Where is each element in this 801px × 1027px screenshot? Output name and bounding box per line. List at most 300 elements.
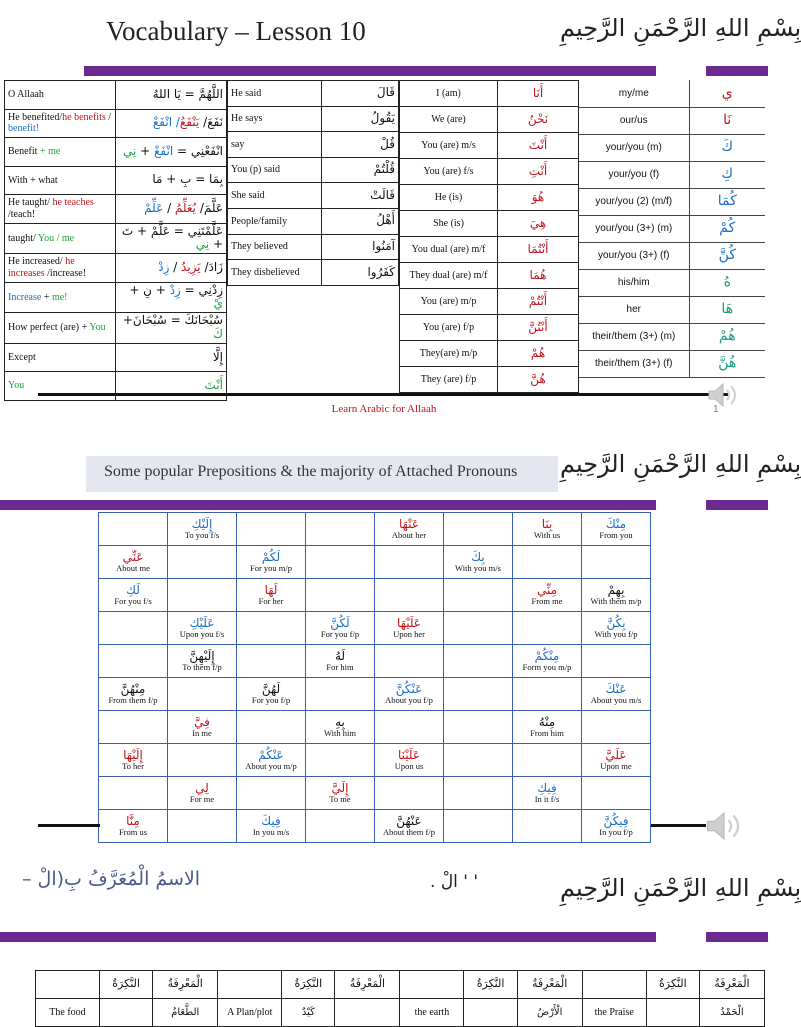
grid-cell: [375, 546, 444, 579]
text-run: زَادَ/: [200, 259, 223, 274]
text-run: يْ: [213, 296, 223, 311]
grid-cell: [513, 645, 582, 678]
grid-cell: [375, 678, 444, 711]
header-cell-indefinite: النَّكِرَةُ: [464, 971, 517, 999]
grid-row: [99, 777, 651, 810]
arabic-cell: الْحَمْدُ: [699, 999, 764, 1027]
preposition-arabic: لَكُمْ: [261, 550, 281, 565]
grid-row: [99, 711, 651, 744]
grid-cell: [237, 744, 306, 777]
grid-cell: [444, 810, 513, 843]
preposition-entry: [306, 711, 374, 743]
table-row: [579, 107, 765, 134]
english-cell: your/you (2) (m/f): [579, 188, 689, 215]
preposition-arabic: بِهِ: [335, 715, 345, 730]
english-cell: You (are) f/s: [400, 159, 498, 185]
grid-cell: [375, 612, 444, 645]
grid-cell: [513, 612, 582, 645]
table-row: [5, 195, 227, 224]
purple-bar: [0, 500, 656, 510]
table-row: [400, 159, 579, 185]
grid-cell: [306, 810, 375, 843]
preposition-entry: [582, 810, 650, 842]
blank-cell: [400, 971, 464, 999]
grid-cell: [168, 711, 237, 744]
preposition-english: For you f/p: [320, 629, 360, 640]
table-row: [400, 81, 579, 107]
grid-row: [99, 513, 651, 546]
table-row: [5, 313, 227, 344]
arabic-cell: أَنْتُنَّ: [498, 315, 579, 341]
text-run: O Allaah: [8, 89, 44, 100]
arabic-cell: كَ: [689, 134, 765, 161]
preposition-entry: [513, 513, 581, 545]
grid-cell: [237, 612, 306, 645]
arabic-cell: قَالَتْ: [322, 183, 399, 209]
slide-definite-noun: [0, 850, 801, 1024]
grid-cell: [582, 777, 651, 810]
grid-cell: [306, 579, 375, 612]
header-cell-indefinite: النَّكِرَةُ: [100, 971, 153, 999]
english-cell: his/him: [579, 269, 689, 296]
grid-cell: [582, 612, 651, 645]
text-run: Increase: [8, 291, 42, 303]
table-row: [579, 134, 765, 161]
preposition-english: To me: [329, 794, 351, 805]
arabic-cell: [335, 999, 400, 1027]
grid-cell: [306, 711, 375, 744]
arabic-cell: هِيَ: [498, 211, 579, 237]
english-cell: the Praise: [582, 999, 646, 1027]
english-cell: They(are) m/p: [400, 341, 498, 367]
grid-row: [99, 612, 651, 645]
arabic-cell: [116, 223, 227, 254]
english-cell: They disbelieved: [228, 260, 322, 286]
preposition-entry: [306, 612, 374, 644]
header-cell-definite: الْمَعْرِفَةُ: [335, 971, 400, 999]
definite-nouns-table: [35, 970, 765, 1027]
arabic-cell: هُمَا: [498, 263, 579, 289]
preposition-entry: [582, 579, 650, 611]
arabic-cell: قُلْ: [322, 132, 399, 158]
grid-cell: [168, 744, 237, 777]
grid-cell: [168, 513, 237, 546]
preposition-english: For you f/s: [114, 596, 152, 607]
slide-title-dash: –: [22, 868, 32, 890]
preposition-arabic: عَنْكُنَّ: [395, 682, 423, 697]
preposition-arabic: إِلَيْكِ: [191, 517, 213, 532]
table-row: [579, 269, 765, 296]
english-cell: [5, 138, 116, 167]
text-run: He taught/: [8, 197, 53, 209]
grid-cell: [444, 612, 513, 645]
preposition-english: In it f/s: [534, 794, 560, 805]
text-run: زِدْ: [169, 282, 181, 297]
table-row: [5, 138, 227, 167]
grid-cell: [306, 645, 375, 678]
grid-cell: [306, 777, 375, 810]
grid-cell: [168, 678, 237, 711]
english-cell: your/you (m): [579, 134, 689, 161]
preposition-english: About you m/p: [245, 761, 297, 772]
slide-prepositions: [0, 436, 801, 850]
preposition-arabic: إِلَيَّ: [331, 781, 349, 796]
title-marks: . الْ ' ': [430, 872, 479, 892]
table-row: [228, 157, 399, 183]
grid-cell: [513, 579, 582, 612]
text-run: زِدْ: [158, 259, 170, 274]
preposition-english: For you f/p: [251, 695, 291, 706]
preposition-arabic: مِنْهُ: [538, 715, 556, 730]
arabic-cell: [464, 999, 517, 1027]
english-cell: You (p) said: [228, 157, 322, 183]
text-run: نِي: [195, 237, 210, 252]
blank-cell: [218, 971, 282, 999]
preposition-entry: [168, 612, 236, 644]
grid-cell: [237, 645, 306, 678]
purple-bar-right: [706, 500, 768, 510]
preposition-english: With him: [323, 728, 356, 739]
preposition-arabic: مِنِّي: [536, 583, 558, 598]
speaker-icon[interactable]: [706, 380, 740, 410]
table-row: [400, 211, 579, 237]
header-cell-definite: الْمَعْرِفَةُ: [517, 971, 582, 999]
text-run: يَنْفَعُ: [179, 115, 200, 130]
header-cell-indefinite: النَّكِرَةُ: [282, 971, 335, 999]
preposition-arabic: بِكُنَّ: [606, 616, 626, 631]
preposition-arabic: عَنْكُمْ: [258, 748, 284, 763]
preposition-arabic: عَنِّي: [122, 550, 144, 565]
grid-cell: [513, 678, 582, 711]
header-cell-definite: الْمَعْرِفَةُ: [153, 971, 218, 999]
grid-cell: [582, 678, 651, 711]
english-cell: You (are) m/s: [400, 133, 498, 159]
grid-row: [99, 645, 651, 678]
table-row: [400, 341, 579, 367]
preposition-english: About her: [391, 530, 427, 541]
table-row: [579, 188, 765, 215]
preposition-entry: [582, 744, 650, 776]
vocab-table-attached-pronouns: [579, 80, 765, 378]
grid-cell: [168, 579, 237, 612]
table-row: [228, 132, 399, 158]
blank-cell: [36, 971, 100, 999]
preposition-entry: [306, 645, 374, 677]
text-run: You / me: [37, 232, 75, 244]
preposition-english: From us: [118, 827, 148, 838]
grid-cell: [168, 777, 237, 810]
table-row: [5, 223, 227, 254]
text-run: Benefit: [8, 146, 40, 157]
arabic-cell: كُمْ: [689, 215, 765, 242]
english-cell: [5, 109, 116, 138]
arabic-cell: كَفَرُوا: [322, 260, 399, 286]
preposition-arabic: عَلَيْكِ: [189, 616, 215, 631]
arabic-cell: هُمْ: [498, 341, 579, 367]
vocab-table-pronouns: [399, 80, 579, 393]
text-run: You: [8, 380, 25, 392]
preposition-english: In you m/s: [252, 827, 290, 838]
header-cell-indefinite: النَّكِرَةُ: [646, 971, 699, 999]
grid-cell: [582, 810, 651, 843]
grid-cell: [513, 546, 582, 579]
slide-title: [22, 868, 200, 890]
preposition-english: About you m/s: [590, 695, 642, 706]
grid-cell: [375, 513, 444, 546]
text-run: سُبْحَانَكَ = سُبْحَانَ+: [122, 313, 223, 328]
preposition-arabic: لَهُ: [334, 649, 346, 664]
grid-cell: [168, 546, 237, 579]
grid-cell: [168, 645, 237, 678]
preposition-english: To them f/p: [182, 662, 222, 673]
text-run: عَلَّمْتَنِي = عَلَّمْ + تَ +: [121, 223, 223, 252]
arabic-cell: [646, 999, 699, 1027]
grid-cell: [99, 744, 168, 777]
text-run: أَنْتَ: [204, 378, 223, 393]
grid-cell: [99, 777, 168, 810]
header-cell-definite: الْمَعْرِفَةُ: [699, 971, 764, 999]
english-cell: A Plan/plot: [218, 999, 282, 1027]
grid-cell: [306, 612, 375, 645]
english-cell: your/you (3+) (f): [579, 242, 689, 269]
preposition-entry: [582, 513, 650, 545]
preposition-english: Upon us: [394, 761, 424, 772]
arabic-cell: آمَنُوا: [322, 234, 399, 260]
english-cell: You dual (are) m/f: [400, 237, 498, 263]
vocab-table-verbs: [4, 80, 227, 401]
text-run: /: [105, 111, 112, 123]
preposition-arabic: لَكُنَّ: [330, 616, 350, 631]
table-row: [5, 282, 227, 313]
slide-title: Vocabulary – Lesson 10: [106, 16, 366, 46]
preposition-english: Upon you f/s: [179, 629, 225, 640]
text-run: Except: [8, 351, 36, 363]
text-run: يَزِيدُ: [181, 259, 201, 274]
purple-bar: [0, 932, 656, 942]
preposition-arabic: مِنَّا: [126, 814, 140, 829]
arabic-cell: نَا: [689, 107, 765, 134]
table-row: [400, 315, 579, 341]
preposition-english: About me: [116, 563, 150, 574]
english-cell: [5, 223, 116, 254]
preposition-entry: [99, 744, 167, 776]
preposition-arabic: مِنْكُمْ: [534, 649, 560, 664]
preposition-entry: [306, 777, 374, 809]
english-cell: [5, 343, 116, 372]
text-run: You: [89, 322, 106, 334]
table-row: [5, 372, 227, 401]
text-run: /increase!: [44, 267, 87, 279]
english-cell: He said: [228, 81, 322, 107]
table-row: [228, 106, 399, 132]
grid-cell: [99, 579, 168, 612]
preposition-english: Upon her: [393, 629, 425, 640]
arabic-cell: كُنَّ: [689, 242, 765, 269]
arabic-cell: هُمْ: [689, 323, 765, 350]
table-row: [400, 133, 579, 159]
preposition-entry: [99, 810, 167, 842]
grid-cell: [306, 678, 375, 711]
arabic-cell: كَيْدٌ: [282, 999, 335, 1027]
footer-text: Learn Arabic for Allaah: [331, 403, 437, 415]
text-run: زِدْنِي =: [180, 282, 223, 297]
text-run: me!: [51, 291, 68, 303]
english-cell: [5, 166, 116, 195]
grid-cell: [444, 579, 513, 612]
english-cell: He (is): [400, 185, 498, 211]
preposition-entry: [513, 777, 581, 809]
arabic-cell: [116, 195, 227, 224]
grid-cell: [582, 744, 651, 777]
preposition-english: To you f/s: [184, 530, 220, 541]
grid-cell: [99, 645, 168, 678]
table-row: [400, 107, 579, 133]
speaker-icon[interactable]: [704, 808, 744, 844]
text-run: He increased/: [8, 256, 66, 268]
grid-cell: [375, 777, 444, 810]
grid-cell: [375, 579, 444, 612]
preposition-english: From him: [530, 728, 564, 739]
preposition-entry: [168, 513, 236, 545]
preposition-entry: [513, 711, 581, 743]
english-cell: He says: [228, 106, 322, 132]
prepositions-grid: [98, 512, 651, 843]
arabic-cell: قَالَ: [322, 81, 399, 107]
preposition-arabic: لِي: [195, 781, 209, 796]
table-row: [228, 208, 399, 234]
preposition-arabic: لَهَا: [264, 583, 278, 598]
text-run: عَلِّمْ: [144, 200, 164, 215]
text-run: نِي: [122, 143, 137, 158]
blank-cell: [582, 971, 646, 999]
text-run: + me: [39, 146, 61, 157]
english-cell: You (are) f/p: [400, 315, 498, 341]
text-run: كَ: [213, 326, 223, 341]
arabic-cell: كِ: [689, 161, 765, 188]
grid-cell: [306, 513, 375, 546]
grid-row: [99, 678, 651, 711]
divider-line: [38, 393, 728, 396]
table-row: [5, 254, 227, 283]
table-row: [400, 185, 579, 211]
arabic-cell: قُلْتُمْ: [322, 157, 399, 183]
preposition-entry: [375, 513, 443, 545]
arabic-cell: الْأَرْضُ: [517, 999, 582, 1027]
preposition-arabic: فِيكُنَّ: [603, 814, 629, 829]
preposition-arabic: بِكَ: [471, 550, 485, 565]
table-row: [400, 289, 579, 315]
table-row: [579, 350, 765, 377]
english-cell: The food: [36, 999, 100, 1027]
english-cell: say: [228, 132, 322, 158]
english-cell: We (are): [400, 107, 498, 133]
basmala-calligraphy: بِسْمِ اللهِ الرَّحْمَنِ الرَّحِيمِ: [560, 450, 801, 478]
preposition-entry: [237, 579, 305, 611]
table-row: [5, 81, 227, 110]
grid-cell: [375, 711, 444, 744]
text-run: How perfect (are) +: [8, 322, 90, 334]
preposition-arabic: فِيكَ: [261, 814, 281, 829]
text-run: /teach!: [8, 208, 36, 220]
preposition-english: For me: [189, 794, 215, 805]
table-row: [579, 296, 765, 323]
grid-cell: [444, 744, 513, 777]
preposition-arabic: عَلَيَّ: [605, 748, 627, 763]
preposition-entry: [582, 678, 650, 710]
slide-title-arabic: الاسمُ الْمُعَرَّفُ بِ(الْ: [37, 868, 201, 890]
vocab-table-said: [227, 80, 399, 286]
english-cell: [5, 254, 116, 283]
text-run: He benefited/: [8, 111, 63, 123]
grid-cell: [582, 711, 651, 744]
arabic-cell: كُمَا: [689, 188, 765, 215]
table-row: [400, 367, 579, 393]
english-cell: their/them (3+) (m): [579, 323, 689, 350]
arabic-cell: ي: [689, 80, 765, 107]
purple-bar-right: [706, 66, 768, 76]
text-run: he benefits: [62, 111, 106, 123]
preposition-arabic: عَنْكَ: [605, 682, 627, 697]
english-cell: her: [579, 296, 689, 323]
table-row: [400, 237, 579, 263]
text-run: نَفَعَ/: [199, 115, 223, 130]
divider-line-right: [651, 824, 706, 827]
table-row: [5, 343, 227, 372]
grid-cell: [168, 612, 237, 645]
basmala-calligraphy: بِسْمِ اللهِ الرَّحْمَنِ الرَّحِيمِ: [560, 14, 801, 42]
arabic-cell: أَنْتَ: [498, 133, 579, 159]
grid-cell: [237, 513, 306, 546]
grid-cell: [582, 546, 651, 579]
text-run: / انْفَعْ: [152, 115, 180, 130]
grid-cell: [237, 810, 306, 843]
arabic-cell: أَنْتُمْ: [498, 289, 579, 315]
grid-row: [99, 810, 651, 843]
grid-cell: [582, 579, 651, 612]
arabic-cell: أَنْتِ: [498, 159, 579, 185]
english-cell: your/you (f): [579, 161, 689, 188]
text-run: اللَّهُمَّ = يَا اللهُ: [152, 86, 223, 101]
preposition-english: In me: [192, 728, 212, 739]
text-run: +: [41, 291, 52, 303]
table-row: [579, 161, 765, 188]
arabic-cell: أَهْلُ: [322, 208, 399, 234]
arabic-cell: [116, 138, 227, 167]
grid-cell: [513, 513, 582, 546]
grid-cell: [513, 777, 582, 810]
preposition-english: About them f/p: [383, 827, 435, 838]
table-row: [228, 260, 399, 286]
grid-row: [99, 744, 651, 777]
grid-cell: [582, 645, 651, 678]
grid-cell: [237, 579, 306, 612]
text-run: benefit!: [8, 123, 40, 135]
grid-cell: [237, 546, 306, 579]
preposition-arabic: فِيكِ: [537, 781, 557, 796]
preposition-entry: [375, 744, 443, 776]
preposition-english: With us: [533, 530, 561, 541]
text-run: /: [169, 259, 182, 274]
grid-cell: [306, 744, 375, 777]
preposition-english: From them f/p: [108, 695, 158, 706]
preposition-entry: [513, 645, 581, 677]
english-cell: They believed: [228, 234, 322, 260]
arabic-cell: [116, 166, 227, 195]
text-run: +: [136, 143, 155, 158]
english-cell: You (are) m/p: [400, 289, 498, 315]
grid-cell: [237, 777, 306, 810]
purple-bar: [84, 66, 656, 76]
